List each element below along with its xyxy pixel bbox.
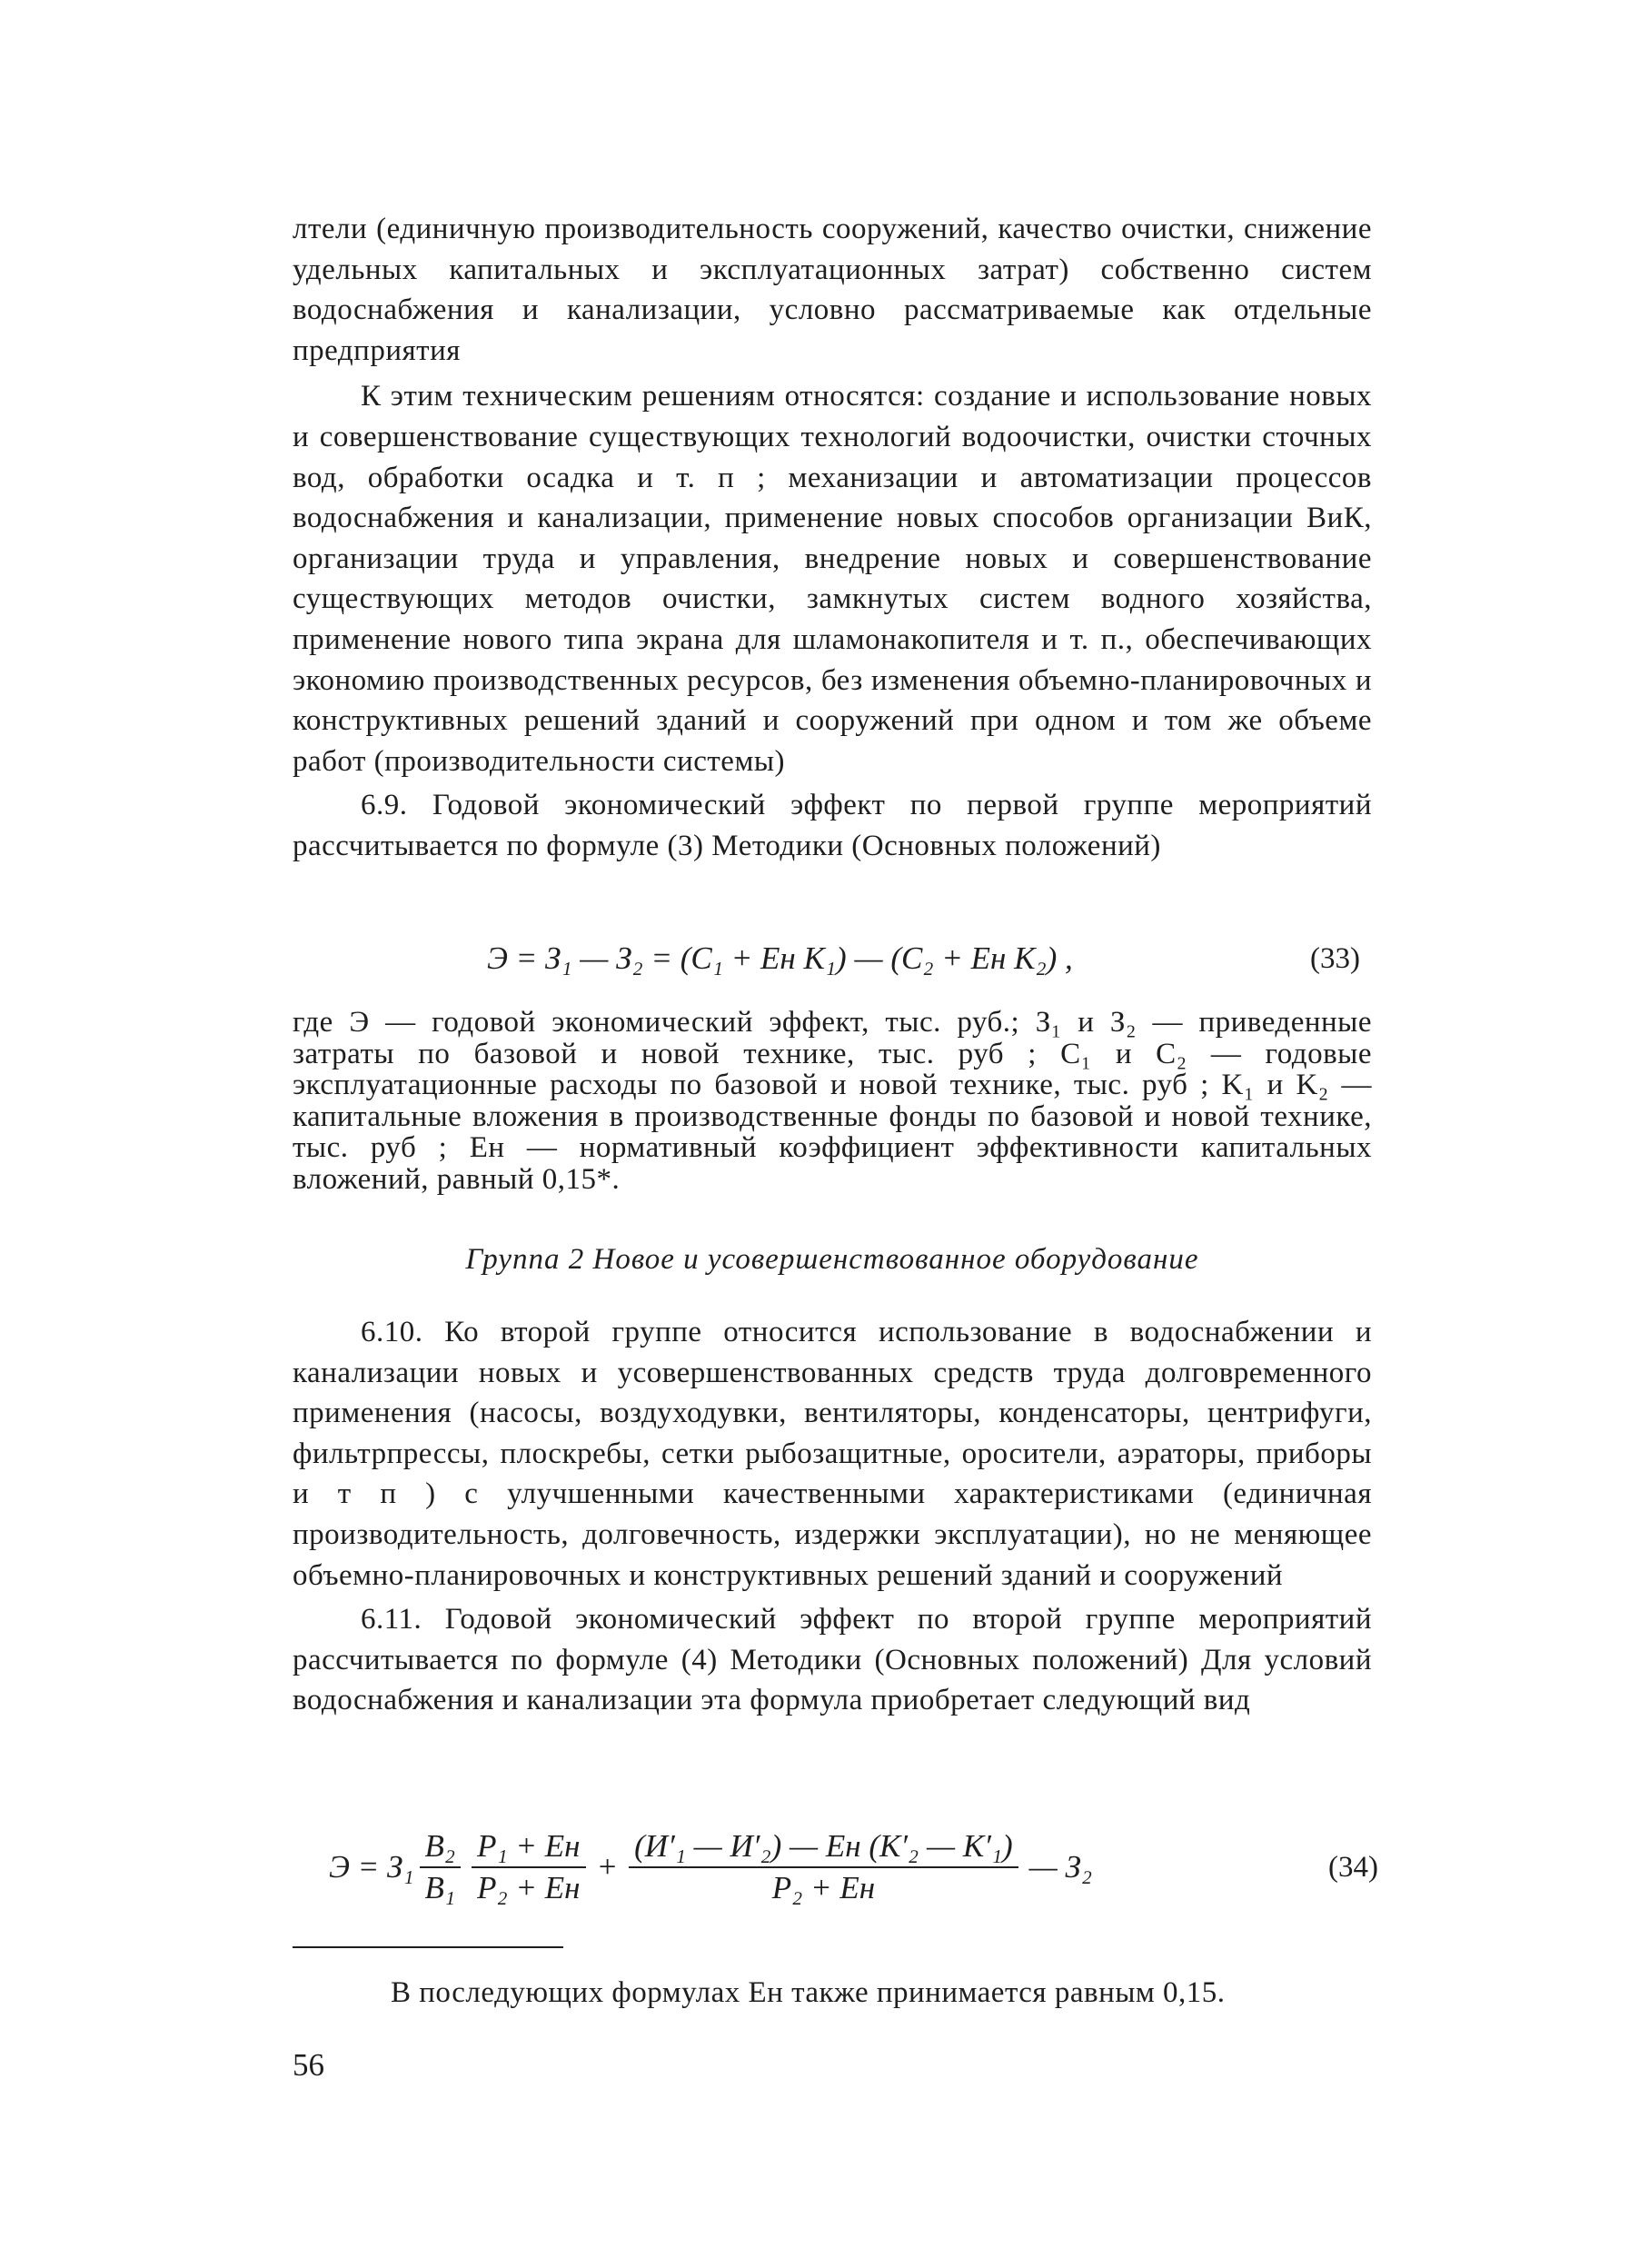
paragraph-6-11: 6.11. Годовой экономический эффект по второй группе мероприятий рассчитывается по формуле (4) Методики (Основных положений) Для условий водоснабжения и канализации эта формула приобретает следующий вид <box>293 1603 1372 1717</box>
fraction-p <box>472 1828 585 1906</box>
fraction-p-numerator: P₁ + Eн <box>472 1828 585 1868</box>
formula-34-lhs: Э = З₁ <box>329 1849 414 1885</box>
text-block-2 <box>293 1007 1372 1195</box>
formula-34-plus: + <box>596 1849 619 1885</box>
paragraph-formula-legend: где Э — годовой экономический эффект, тыс. руб.; З₁ и З₂ — приведенные затраты по базовой и новой технике, тыс. руб ; C₁ и C₂ — годовые эксплуатационные расходы по базовой и новой технике, тыс. руб ; K₁ и K₂ — капитальные вложения в производственные фонды по базовой и новой технике, тыс. руб ; Eн — нормативный коэффициент эффективности капитальных вложений, равный 0,15*. <box>293 1006 1372 1196</box>
fraction-costs <box>629 1828 1018 1906</box>
formula-33-expression: Э = З₁ — З₂ = (C₁ + Eн K₁) — (C₂ + Eн K₂) , <box>487 940 1073 976</box>
paragraph-6-10: 6.10. Ко второй группе относится использование в водоснабжении и канализации новых и усовершенствованных средств труда долговременного применения (насосы, воздуходувки, вентиляторы, конденсаторы, центрифуги, фильтрпрессы, плоскребы, сетки рыбозащитные, оросители, аэраторы, приборы и т п ) с улучшенными качественными характеристиками (единичная производительность, долговечность, издержки эксплуатации), но не меняющее объемно-планировочных и конструктивных решений зданий и сооружений <box>293 1316 1372 1592</box>
text-block-3 <box>293 1312 1372 1721</box>
section-heading-group-2: Группа 2 Новое и усовершенствованное оборудование <box>465 1243 1199 1276</box>
formula-34-expression <box>329 1822 1092 1913</box>
fraction-costs-numerator: (И′₁ — И′₂) — Eн (K′₂ — K′₁) <box>629 1828 1018 1868</box>
fraction-b-numerator: B₂ <box>420 1828 462 1868</box>
page-number: 56 <box>293 2047 324 2083</box>
formula-34-minus: — З₂ <box>1028 1849 1093 1885</box>
fraction-p-denominator: P₂ + Eн <box>477 1870 581 1905</box>
paragraph-6-9: 6.9. Годовой экономический эффект по первой группе мероприятий рассчитывается по формуле (3) Методики (Основных положений) <box>293 789 1372 862</box>
text-block-1 <box>293 209 1372 867</box>
paragraph-intro-continuation: лтели (единичную производительность сооружений, качество очистки, снижение удельных капитальных и эксплуатационных затрат) собственно систем водоснабжения и канализации, условно рассматриваемые как отдельные предприятия <box>293 213 1372 367</box>
footnote-separator <box>293 1946 563 1948</box>
fraction-b <box>420 1828 462 1906</box>
fraction-b-denominator: B₁ <box>424 1870 456 1905</box>
formula-34-number: (34) <box>1328 1851 1378 1884</box>
paragraph-technical-solutions: К этим техническим решениям относятся: создание и использование новых и совершенствование существующих технологий водоочистки, очистки сточных вод, обработки осадка и т. п ; механизации и автоматизации процессов водоснабжения и канализации, применение новых способов организации ВиК, организации труда и управления, внедрение новых и совершенствование существующих методов очистки, замкнутых систем водного хозяйства, применение нового типа экрана для шламонакопителя и т. п., обеспечивающих экономию производственных ресурсов, без изменения объемно-планировочных и конструктивных решений зданий и сооружений при одном и том же объеме работ (производительности системы) <box>293 380 1372 778</box>
formula-33-number: (33) <box>1310 942 1360 975</box>
fraction-costs-denominator: P₂ + Eн <box>771 1870 876 1905</box>
footnote: В последующих формулах Eн также принимается равным 0,15. <box>391 1976 1226 2009</box>
